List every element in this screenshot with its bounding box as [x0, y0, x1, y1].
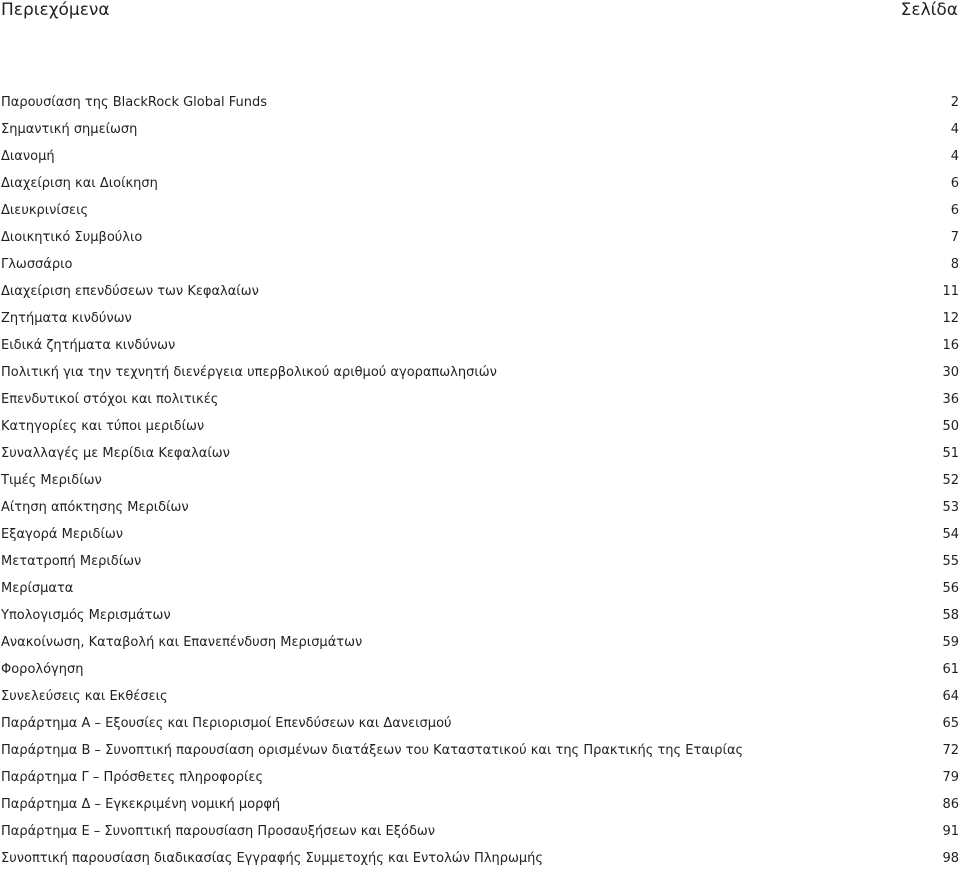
- toc-entry-title: Διανομή: [1, 149, 55, 164]
- toc-entry-page: 4: [950, 122, 959, 137]
- toc-entry[interactable]: [0, 629, 960, 656]
- toc-entry-title: Σημαντική σημείωση: [1, 122, 138, 137]
- page-column-label: Σελίδα: [900, 0, 958, 20]
- toc-entry-page: 7: [950, 230, 959, 245]
- toc-entry-title: Επενδυτικοί στόχοι και πολιτικές: [1, 392, 219, 407]
- toc-entry[interactable]: [0, 170, 960, 197]
- toc-entry[interactable]: [0, 737, 960, 764]
- toc-entry-page: 16: [942, 338, 959, 353]
- toc-entry[interactable]: [0, 548, 960, 575]
- toc-entry[interactable]: [0, 386, 960, 413]
- toc-entry[interactable]: [0, 359, 960, 386]
- toc-entry-title: Ειδικά ζητήματα κινδύνων: [1, 338, 176, 353]
- toc-entry[interactable]: [0, 89, 960, 116]
- toc-entry-title: Υπολογισμός Μερισμάτων: [1, 608, 171, 623]
- toc-entry[interactable]: [0, 197, 960, 224]
- toc-entry-title: Τιμές Μεριδίων: [1, 473, 102, 488]
- toc-entry-page: 55: [942, 554, 959, 569]
- toc-entry-page: 6: [950, 203, 959, 218]
- toc-entry-page: 12: [942, 311, 959, 326]
- toc-entry-title: Κατηγορίες και τύποι μεριδίων: [1, 419, 205, 434]
- toc-entry-page: 65: [942, 716, 959, 731]
- toc-entry-title: Ζητήματα κινδύνων: [1, 311, 132, 326]
- toc-entry-title: Αίτηση απόκτησης Μεριδίων: [1, 500, 189, 515]
- toc-entry-title: Παράρτημα Α – Εξουσίες και Περιορισμοί Επενδύσεων και Δανεισμού: [1, 716, 452, 731]
- toc-entry-title: Παρουσίαση της BlackRock Global Funds: [1, 95, 267, 110]
- toc-entry-page: 6: [950, 176, 959, 191]
- toc-entry-page: 56: [942, 581, 959, 596]
- toc-entry-page: 8: [950, 257, 959, 272]
- toc-entry-page: 58: [942, 608, 959, 623]
- toc-entry-page: 50: [942, 419, 959, 434]
- toc-entry-page: 11: [942, 284, 959, 299]
- toc-entry[interactable]: [0, 521, 960, 548]
- toc-entry[interactable]: [0, 818, 960, 845]
- toc-entry-page: 98: [942, 851, 959, 866]
- toc-entry[interactable]: [0, 656, 960, 683]
- toc-entry-title: Ανακοίνωση, Καταβολή και Επανεπένδυση Μερισμάτων: [1, 635, 363, 650]
- toc-entry[interactable]: [0, 305, 960, 332]
- toc-entry-page: 4: [950, 149, 959, 164]
- toc-entry-page: 91: [942, 824, 959, 839]
- toc-entry[interactable]: [0, 116, 960, 143]
- toc-entry-page: 2: [950, 95, 959, 110]
- toc-entry[interactable]: [0, 845, 960, 872]
- toc-entry-title: Συναλλαγές με Μερίδια Κεφαλαίων: [1, 446, 230, 461]
- toc-entry-title: Γλωσσάριο: [1, 257, 73, 272]
- toc-entry-page: 51: [942, 446, 959, 461]
- toc-entry-title: Διοικητικό Συμβούλιο: [1, 230, 143, 245]
- toc-entry[interactable]: [0, 602, 960, 629]
- toc-entry-title: Διαχείριση επενδύσεων των Κεφαλαίων: [1, 284, 259, 299]
- toc-entry-page: 53: [942, 500, 959, 515]
- toc-entry-page: 64: [942, 689, 959, 704]
- toc-entry[interactable]: [0, 575, 960, 602]
- toc-entry-title: Συνοπτική παρουσίαση διαδικασίας Εγγραφής Συμμετοχής και Εντολών Πληρωμής: [1, 851, 544, 866]
- toc-entry[interactable]: [0, 251, 960, 278]
- toc-entry[interactable]: [0, 224, 960, 251]
- toc-entry-title: Εξαγορά Μεριδίων: [1, 527, 124, 542]
- toc-entry-title: Παράρτημα Δ – Εγκεκριμένη νομική μορφή: [1, 797, 281, 812]
- toc-entry[interactable]: [0, 467, 960, 494]
- toc-entry-title: Συνελεύσεις και Εκθέσεις: [1, 689, 168, 704]
- toc-entry[interactable]: [0, 494, 960, 521]
- toc-entry[interactable]: [0, 413, 960, 440]
- toc-entry-title: Μετατροπή Μεριδίων: [1, 554, 142, 569]
- toc-entry-page: 52: [942, 473, 959, 488]
- toc-entry-title: Μερίσματα: [1, 581, 74, 596]
- toc-entry-title: Πολιτική για την τεχνητή διενέργεια υπερβολικού αριθμού αγοραπωλησιών: [1, 365, 497, 380]
- toc-entry-title: Παράρτημα Ε – Συνοπτική παρουσίαση Προσαυξήσεων και Εξόδων: [1, 824, 436, 839]
- toc-entry[interactable]: [0, 332, 960, 359]
- toc-entry-page: 59: [942, 635, 959, 650]
- toc-entry-title: Διαχείριση και Διοίκηση: [1, 176, 158, 191]
- toc-entry[interactable]: [0, 440, 960, 467]
- toc-header: [0, 0, 960, 22]
- toc-entry[interactable]: [0, 143, 960, 170]
- toc-entry-title: Φορολόγηση: [1, 662, 84, 677]
- toc-entry[interactable]: [0, 278, 960, 305]
- toc-entry-page: 36: [942, 392, 959, 407]
- toc-entry-page: 72: [942, 743, 959, 758]
- toc-entry[interactable]: [0, 683, 960, 710]
- toc-entry-page: 86: [942, 797, 959, 812]
- toc-entry-title: Διευκρινίσεις: [1, 203, 89, 218]
- toc-entry-page: 54: [942, 527, 959, 542]
- table-of-contents: [0, 89, 960, 872]
- toc-entry-page: 79: [942, 770, 959, 785]
- page-title: Περιεχόμενα: [1, 0, 110, 20]
- toc-entry-title: Παράρτημα Γ – Πρόσθετες πληροφορίες: [1, 770, 264, 785]
- toc-entry-page: 30: [942, 365, 959, 380]
- toc-entry[interactable]: [0, 791, 960, 818]
- toc-entry-page: 61: [942, 662, 959, 677]
- toc-entry[interactable]: [0, 764, 960, 791]
- toc-entry-title: Παράρτημα Β – Συνοπτική παρουσίαση ορισμένων διατάξεων του Καταστατικού και της Πρακτικής της Εταιρίας: [1, 743, 744, 758]
- toc-entry[interactable]: [0, 710, 960, 737]
